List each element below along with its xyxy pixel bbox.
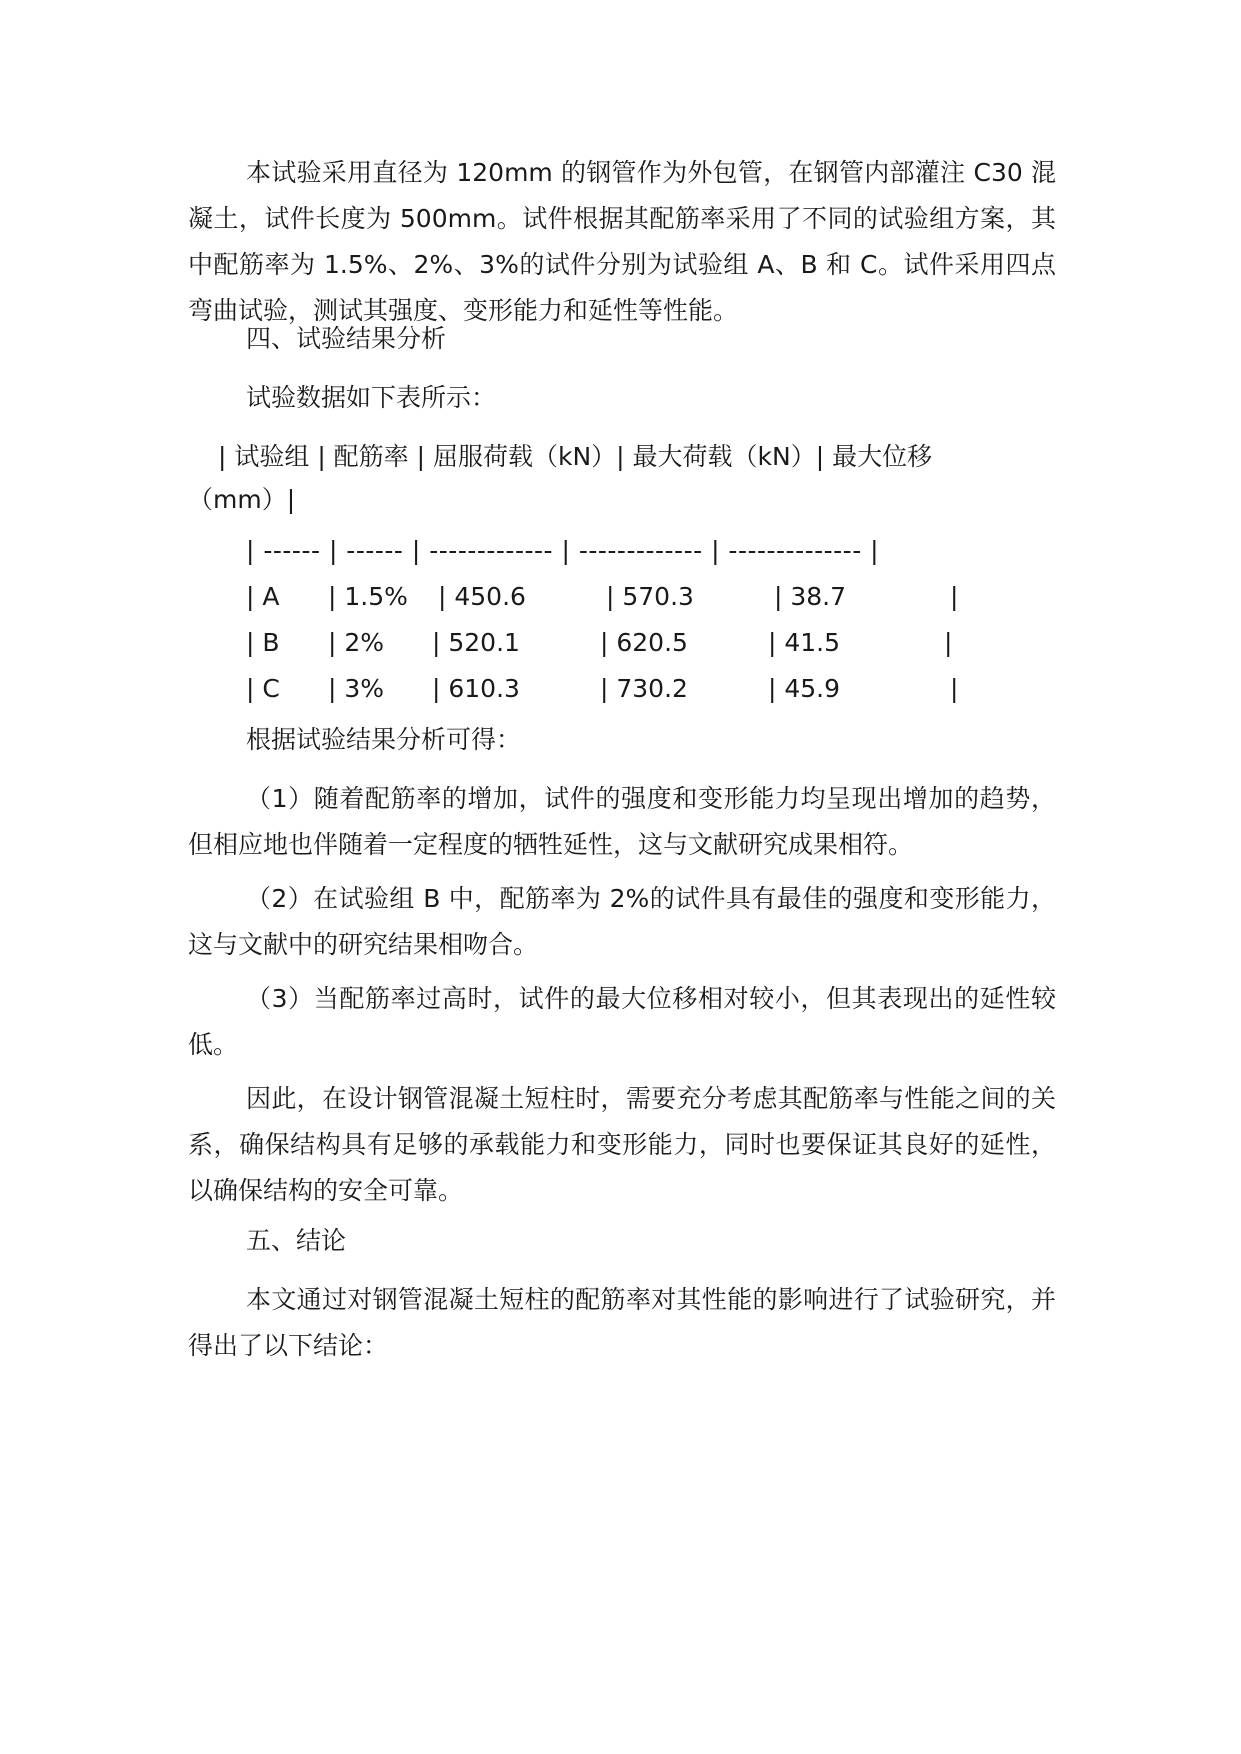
cell-max-displacement: | 45.9 — [768, 674, 841, 703]
cell-max-load: | 730.2 — [600, 674, 688, 703]
cell-yield-load: | 610.3 — [432, 674, 520, 703]
table-header-line-1: | 试验组 | 配筋率 | 屈服荷载（kN）| 最大荷载（kN）| 最大位移 — [218, 442, 933, 471]
analysis-point-2: （2）在试验组 B 中，配筋率为 2%的试件具有最佳的强度和变形能力，这与文献中的研究结果相吻合。 — [188, 884, 1056, 959]
section-heading-5: 五、结论 — [246, 1226, 347, 1255]
cell-yield-load: | 450.6 — [438, 582, 526, 611]
cell-end: | — [950, 582, 959, 611]
cell-ratio: | 1.5% — [328, 582, 408, 611]
cell-max-displacement: | 41.5 — [768, 628, 841, 657]
analysis-point-3: （3）当配筋率过高时，试件的最大位移相对较小，但其表现出的延性较低。 — [188, 984, 1056, 1059]
cell-ratio: | 2% — [328, 628, 385, 657]
cell-group: | C — [246, 674, 280, 703]
cell-group: | A — [246, 582, 280, 611]
cell-ratio: | 3% — [328, 674, 385, 703]
cell-yield-load: | 520.1 — [432, 628, 520, 657]
section-heading-4: 四、试验结果分析 — [246, 324, 447, 353]
cell-end: | — [950, 674, 959, 703]
paragraph-conclusion-intro: 本文通过对钢管混凝土短柱的配筋率对其性能的影响进行了试验研究，并得出了以下结论： — [188, 1285, 1056, 1360]
table-intro: 试验数据如下表所示： — [246, 383, 497, 412]
table-header-line-2: （mm）| — [188, 485, 296, 514]
cell-end: | — [944, 628, 953, 657]
table-separator: | ------ | ------ | ------------- | ------------- | -------------- | — [246, 536, 880, 565]
analysis-intro: 根据试验结果分析可得： — [246, 725, 522, 754]
paragraph-experiment-setup: 本试验采用直径为 120mm 的钢管作为外包管，在钢管内部灌注 C30 混凝土，试件长度为 500mm。试件根据其配筋率采用了不同的试验组方案，其中配筋率为 1.5%、2%、3%的试件分别为试验组 A、B 和 C。试件采用四点弯曲试验，测试其强度、变形能力和延性等性能。 — [188, 158, 1056, 325]
analysis-point-1: （1）随着配筋率的增加，试件的强度和变形能力均呈现出增加的趋势，但相应地也伴随着一定程度的牺牲延性，这与文献研究成果相符。 — [188, 784, 1056, 859]
paragraph-design-implication: 因此，在设计钢管混凝土短柱时，需要充分考虑其配筋率与性能之间的关系，确保结构具有足够的承载能力和变形能力，同时也要保证其良好的延性，以确保结构的安全可靠。 — [188, 1084, 1056, 1205]
cell-max-displacement: | 38.7 — [774, 582, 847, 611]
cell-max-load: | 570.3 — [606, 582, 694, 611]
cell-group: | B — [246, 628, 280, 657]
cell-max-load: | 620.5 — [600, 628, 688, 657]
